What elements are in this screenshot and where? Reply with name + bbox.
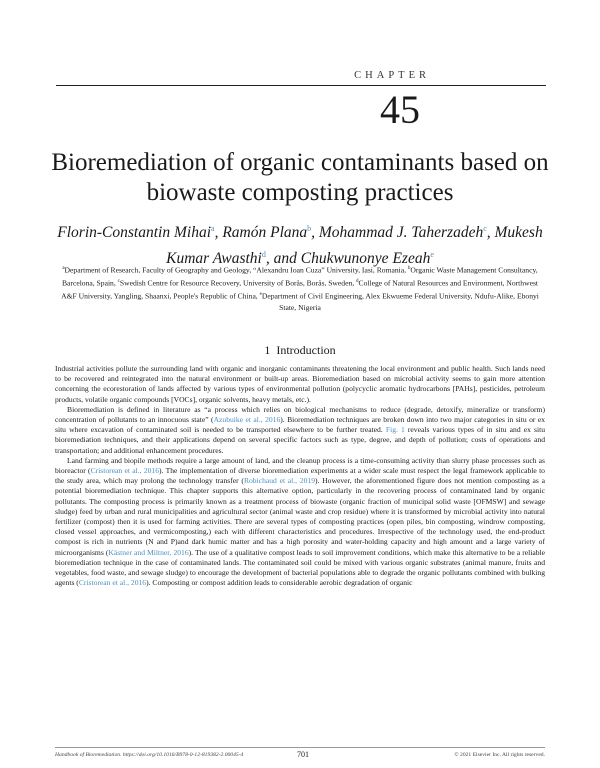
citation-link[interactable]: Fig. 1 bbox=[385, 425, 405, 435]
paragraph bbox=[55, 405, 545, 456]
author-affiliation-mark[interactable]: d bbox=[261, 250, 266, 260]
section-number: 1 bbox=[264, 343, 271, 357]
affiliation-mark: a bbox=[62, 266, 65, 271]
section-heading bbox=[40, 343, 560, 358]
author-separator: , bbox=[486, 224, 495, 242]
paragraph-text: ). The implementation of diverse bioremediation experiments at a wider scale must respect the legal framework applicable to the study area, which may prolong the technology transfer ( bbox=[55, 466, 545, 486]
citation-link[interactable]: Robichaud et al., 2019 bbox=[243, 476, 316, 486]
citation-link[interactable]: Cristorean et al., 2016 bbox=[90, 466, 160, 476]
affiliation-text: Swedish Centre for Resource Recovery, University of Borås, Borås, Sweden, bbox=[119, 278, 355, 288]
page-footer bbox=[55, 750, 545, 762]
author-name: Mohammad J. Taherzadeh bbox=[318, 224, 484, 242]
author-name: Mukesh Kumar Awasthi bbox=[166, 224, 543, 268]
paragraph bbox=[55, 364, 545, 405]
chapter-title: Bioremediation of organic contaminants based on biowaste composting practices bbox=[51, 149, 549, 206]
affiliation-mark: d bbox=[356, 278, 359, 284]
paragraph-text: reveals various types of in situ and ex situ bioremediation techniques, and their applications depend on several specific factors such as type, degree, and depth of pollution; costs of operations and transportation; and additional enhancement procedures. bbox=[55, 425, 545, 455]
affiliation-text: Department of Research, Faculty of Geography and Geology, “Alexandru Ioan Cuza” University, Iasi, Romania, bbox=[64, 265, 407, 275]
affiliation-mark: c bbox=[117, 278, 120, 284]
page-number: 701 bbox=[297, 750, 309, 759]
author-affiliation-mark[interactable]: b bbox=[307, 224, 312, 233]
affiliation-mark: e bbox=[259, 291, 262, 297]
affiliation-mark: b bbox=[407, 266, 411, 271]
affiliations bbox=[55, 263, 545, 313]
affiliation-text: Department of Civil Engineering, Alex Ekwueme Federal University, Ndufu-Alike, Ebonyi State, Nigeria bbox=[261, 291, 539, 312]
author-name: Chukwunonye Ezeah bbox=[300, 250, 431, 268]
paragraph-text: ). Bioremediation techniques are broken down into two major categories in situ or ex situ where excavation of contaminated soil is needed to be transported elsewhere to be further treated. bbox=[55, 415, 545, 435]
citation-link[interactable]: Azubuike et al., 2016 bbox=[213, 415, 281, 425]
affiliation-text: Organic Waste Management Consultancy, Barcelona, Spain, bbox=[61, 265, 538, 288]
paragraph-text: Industrial activities pollute the surrounding land with organic and inorganic contaminants threatening the local environment and public health. Such lands need to be recovered and reintegrated into the natural environment or built-up areas. Bioremediation based on microbial activity seems to gain more attention concerning the ecorestoration of lands affected by various types of environmental pollution (polycyclic aromatic hydrocarbons [PAHs], pesticides, petroleum products, volatile organic compounds [VOCs], organic solvents, heavy metals, etc.). bbox=[55, 364, 545, 404]
author-separator: , bbox=[214, 224, 223, 242]
author-separator: , bbox=[311, 224, 319, 242]
footer-copyright: © 2021 Elsevier Inc. All rights reserved. bbox=[454, 752, 545, 758]
citation-link[interactable]: Kästner and Miltner, 2016 bbox=[108, 547, 189, 557]
chapter-number: 45 bbox=[380, 87, 420, 132]
chapter-label: CHAPTER bbox=[354, 70, 430, 81]
footer-rule bbox=[55, 747, 545, 748]
body-text bbox=[55, 364, 545, 588]
citation-link[interactable]: Cristorean et al., 2016 bbox=[78, 578, 147, 588]
paragraph-text: ). The use of a qualitative compost leads to soil improvement conditions, which make this alternative to be a reliable bioremediation technique in the case of contaminated lands. The contaminated soil could be mixed with various organic substrates (animal manure, fruits and vegetables, food waste, and sewage sludge) to encourage the development of bacterial populations able to degrade the organic pollutants combined with bulking agents ( bbox=[55, 547, 545, 588]
author-affiliation-mark[interactable]: a bbox=[211, 224, 215, 233]
paragraph-text: Bioremediation is defined in literature as “a process which relies on biological mechanisms to reduce (degrade, detoxify, mineralize or transform) concentration of pollutants to an innocuous state” ( bbox=[55, 404, 545, 425]
paragraph-text: ). Composting or compost addition leads to considerable aerobic degradation of organic bbox=[146, 578, 413, 588]
author-separator: , and bbox=[265, 250, 301, 268]
paragraph-text: ). However, the aforementioned figure does not mention composting as a potential bioremediation technique. This chapter supports this alternative option, particularly in the recovering process of contaminated land by organic pollutants. The composting process is primarily known as a treatment process of biowaste (organic fraction of municipal solid waste [OFMSW] and sewage sludge) feed by urban and rural municipalities and agricultural sector (animal waste and crop residue) where it is transformed by microbial activity into natural fertilizer (compost) then it is used for farming activities. There are several types of composting practices (open piles, bin composting, windrow composting, closed vessel approaches, and vermicomposting,) each with different characteristics and procedures. Irrespective of the technology used, the end-product compost is rich in nutrients (N and P)and dark humic matter and has a high porosity and water-holding capacity and high amount and a large variety of microorganisms ( bbox=[55, 476, 545, 557]
footer-doi[interactable]: Handbook of Bioremediation. https://doi.org/10.1016/B978-0-12-819382-2.00045-4 bbox=[55, 752, 244, 758]
author-affiliation-mark[interactable]: c bbox=[483, 224, 487, 233]
affiliation-text: College of Natural Resources and Environment, Northwest A&F University, Yangling, Shaanxi, People's Republic of China, bbox=[61, 278, 539, 301]
author-name: Florin-Constantin Mihai bbox=[57, 224, 211, 242]
author-name: Ramón Plana bbox=[222, 224, 308, 242]
section-title: Introduction bbox=[276, 343, 336, 357]
paragraph bbox=[55, 456, 545, 589]
header-rule bbox=[56, 85, 546, 86]
author-affiliation-mark[interactable]: e bbox=[430, 250, 434, 260]
paragraph-text: Land farming and biopile methods require a large amount of land, and the cleanup process is a time-consuming activity than slurry phase processes such as bioreactor ( bbox=[55, 455, 545, 476]
